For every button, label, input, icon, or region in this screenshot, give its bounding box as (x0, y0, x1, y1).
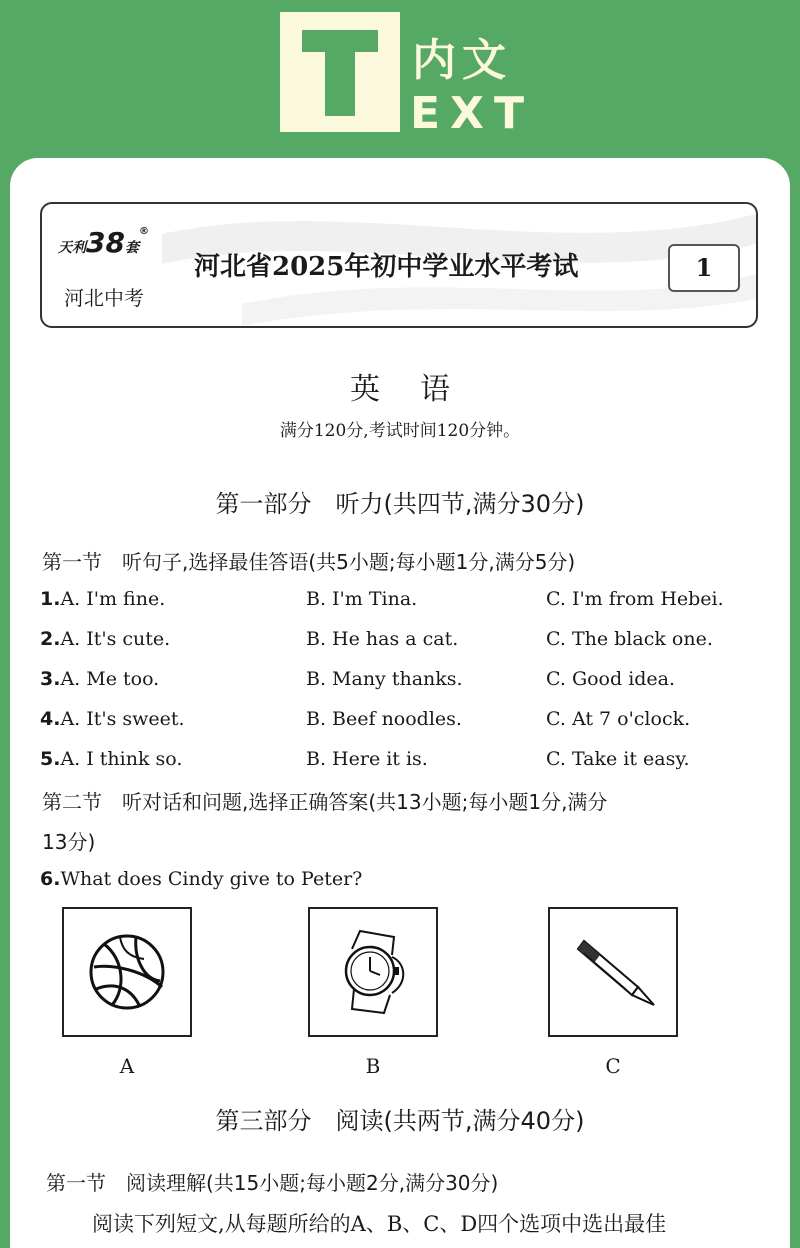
option-c-label: C (605, 1054, 621, 1078)
option-text: A. I think so. (60, 748, 183, 770)
question-6 (40, 868, 362, 890)
option-text: A. It's cute. (60, 628, 171, 650)
logo-suffix: 套 (124, 240, 139, 256)
question-4-option-b: B. Beef noodles. (306, 708, 462, 730)
question-number: 4. (40, 708, 61, 730)
question-number: 3. (40, 668, 61, 690)
exam-title: 河北省2025年初中学业水平考试 (194, 252, 579, 282)
question-1-option-b: B. I'm Tina. (306, 588, 418, 610)
question-number: 6. (40, 868, 61, 890)
question-1-option-a (40, 588, 165, 610)
part3-title: 第三部分 阅读(共两节,满分40分) (215, 1107, 585, 1135)
banner-title-en: EXT (410, 88, 534, 139)
exam-header (40, 202, 758, 328)
logo-registered-mark: ® (138, 226, 149, 237)
banner-title-cn: 内文 (412, 35, 512, 86)
banner-t-block (280, 12, 400, 132)
option-text: A. Me too. (60, 668, 160, 690)
section3-title: 第一节 阅读理解(共15小题;每小题2分,满分30分) (46, 1171, 499, 1195)
option-a-label: A (119, 1054, 135, 1078)
question-3-option-a (40, 668, 159, 690)
question-3-option-c: C. Good idea. (546, 668, 676, 690)
region-label: 河北中考 (64, 286, 144, 310)
question-3-option-b: B. Many thanks. (306, 668, 463, 690)
option-text: A. It's sweet. (60, 708, 185, 730)
section1-title: 第一节 听句子,选择最佳答语(共5小题;每小题1分,满分5分) (42, 550, 576, 574)
option-b-picture (308, 907, 438, 1037)
logo-brand: 天利 (58, 240, 86, 256)
question-number: 5. (40, 748, 61, 770)
question-5-option-c: C. Take it easy. (546, 748, 690, 770)
question-4-option-c: C. At 7 o'clock. (546, 708, 691, 730)
publisher-logo (58, 226, 149, 259)
reading-instructions: 阅读下列短文,从每题所给的A、B、C、D四个选项中选出最佳 (92, 1212, 667, 1236)
part1-title: 第一部分 听力(共四节,满分30分) (215, 490, 585, 518)
option-b-label: B (365, 1054, 381, 1078)
question-1-option-c: C. I'm from Hebei. (546, 588, 724, 610)
option-text: A. I'm fine. (60, 588, 166, 610)
volleyball-icon (64, 909, 190, 1035)
banner-t-letter (280, 12, 400, 132)
score-info: 满分120分,考试时间120分钟。 (279, 421, 521, 441)
question-5-option-a (40, 748, 182, 770)
question-5-option-b: B. Here it is. (306, 748, 428, 770)
question-2-option-c: C. The black one. (546, 628, 713, 650)
section2-title-line2: 13分) (42, 830, 96, 854)
question-4-option-a (40, 708, 185, 730)
question-number: 2. (40, 628, 61, 650)
option-a-picture (62, 907, 192, 1037)
pen-icon (550, 909, 676, 1035)
question-number: 1. (40, 588, 61, 610)
section2-title-line1: 第二节 听对话和问题,选择正确答案(共13小题;每小题1分,满分 (42, 790, 608, 814)
question-2-option-a (40, 628, 170, 650)
option-c-picture (548, 907, 678, 1037)
logo-number: 38 (86, 226, 125, 259)
exam-number-badge: 1 (668, 244, 740, 292)
watch-icon (310, 909, 436, 1035)
subject-title: 英语 (350, 372, 490, 407)
question-2-option-b: B. He has a cat. (306, 628, 459, 650)
question-text: What does Cindy give to Peter? (60, 868, 363, 890)
